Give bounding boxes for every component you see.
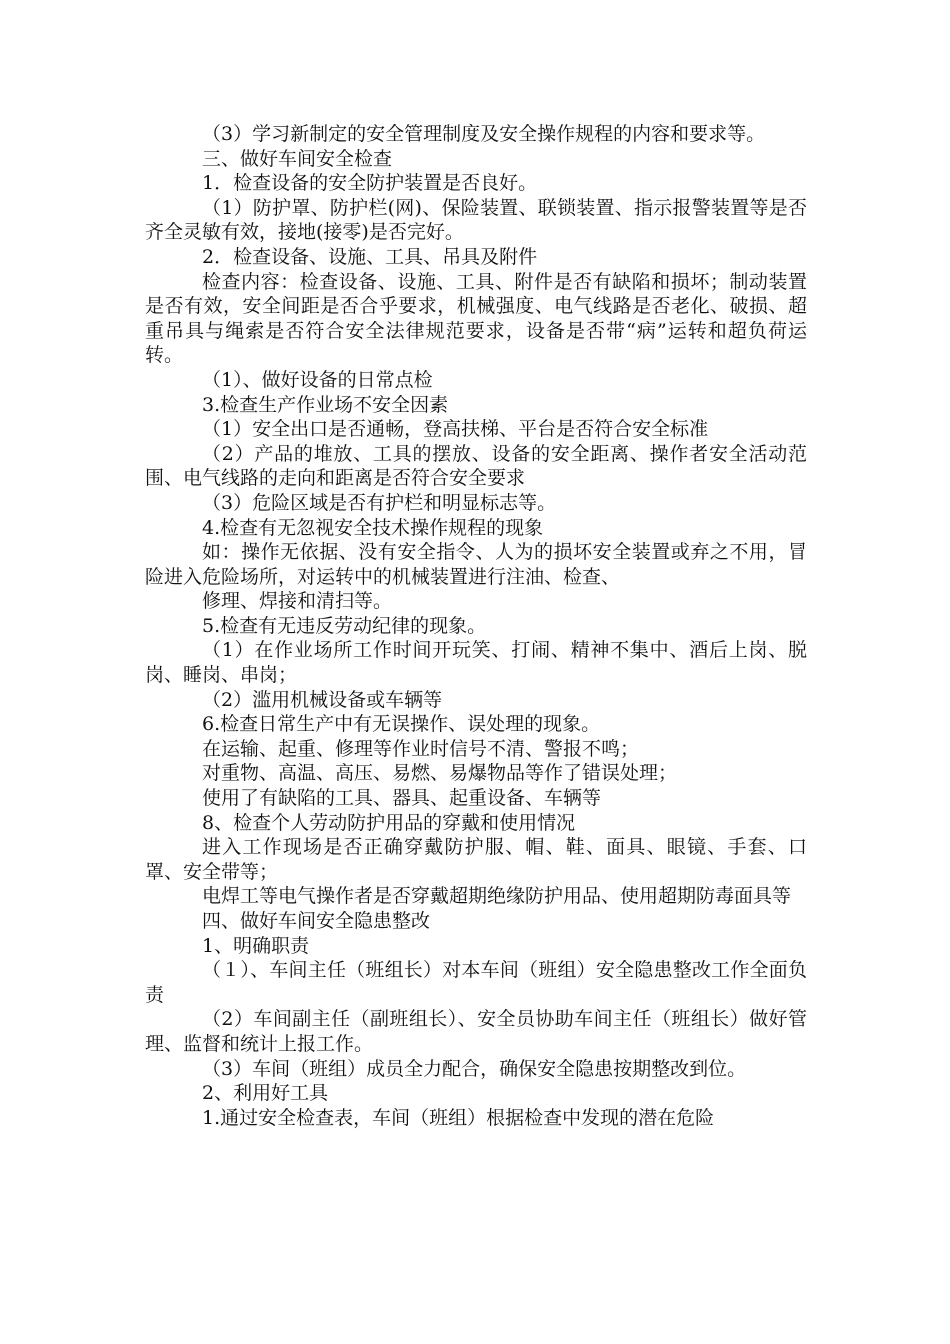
paragraph-protective-devices: （1）防护罩、防护栏(网)、保险装置、联锁装置、指示报警装置等是否齐全灵敏有效，接地(接零)是否完好。 (145, 196, 807, 244)
paragraph-examples: 如：操作无依据、没有安全指令、人为的损坏安全装置或弃之不用，冒险进入危险场所，对运转中的机械装置进行注油、检查、 (145, 541, 807, 588)
paragraph-discipline: （1）在作业场所工作时间开玩笑、打闹、精神不集中、酒后上岗、脱岗、睡岗、串岗； (145, 639, 807, 687)
paragraph-inspection-content: 检查内容：检查设备、设施、工具、附件是否有缺陷和损坏；制动装置是否有效，安全间距是否合乎要求，机械强度、电气线路是否老化、破损、超重吊具与绳索是否符合安全法律规范要求，设备是否带“病”运转和超负荷运转。 (145, 270, 807, 367)
paragraph-exits: （1）安全出口是否通畅，登高扶梯、平台是否符合安全标准 (202, 418, 709, 441)
paragraph-misuse: （2）滥用机械设备或车辆等 (202, 688, 443, 711)
paragraph-ppe: 进入工作现场是否正确穿戴防护服、帽、鞋、面具、眼镜、手套、口罩、安全带等； (145, 836, 807, 883)
sub-heading-tools: 2、利用好工具 (202, 1082, 329, 1105)
paragraph-defective-tools: 使用了有缺陷的工具、器具、起重设备、车辆等 (202, 787, 602, 810)
paragraph-examples-cont: 修理、焊接和清扫等。 (202, 590, 393, 613)
paragraph-1: （3）学习新制定的安全管理制度及安全操作规程的内容和要求等。 (202, 123, 766, 145)
item-heading-3: 3.检查生产作业场不安全因素 (202, 393, 449, 416)
item-heading-5: 5.检查有无违反劳动纪律的现象。 (202, 614, 487, 637)
section-heading-4: 四、做好车间安全隐患整改 (202, 910, 431, 932)
paragraph-stacking: （2）产品的堆放、工具的摆放、设备的安全距离、操作者安全活动范围、电气线路的走向和距离是否符合安全要求 (145, 442, 807, 490)
paragraph-deputy: （2）车间副主任（副班组长）、安全员协助车间主任（班组长）做好管理、监督和统计上报工作。 (145, 1008, 807, 1055)
item-heading-1: 1．检查设备的安全防护装置是否良好。 (202, 172, 538, 195)
paragraph-daily-check: （1）、做好设备的日常点检 (202, 368, 433, 391)
paragraph-signals: 在运输、起重、修理等作业时信号不清、警报不鸣； (202, 737, 640, 760)
paragraph-director: （１）、车间主任（班组长）对本车间（班组）安全隐患整改工作全面负责 (145, 959, 807, 1006)
paragraph-members: （3）车间（班组）成员全力配合，确保安全隐患按期整改到位。 (202, 1057, 747, 1080)
item-heading-6: 6.检查日常生产中有无误操作、误处理的现象。 (202, 713, 601, 736)
paragraph-hazardous-goods: 对重物、高温、高压、易燃、易爆物品等作了错误处理； (202, 762, 678, 785)
paragraph-danger-zone: （3）危险区域是否有护栏和明显标志等。 (202, 491, 557, 514)
paragraph-welders: 电焊工等电气操作者是否穿戴超期绝缘防护用品、使用超期防毒面具等 (202, 885, 792, 908)
item-heading-2: 2．检查设备、设施、工具、吊具及附件 (202, 245, 538, 268)
item-heading-8: 8、检查个人劳动防护用品的穿戴和使用情况 (202, 811, 576, 834)
item-heading-4: 4.检查有无忽视安全技术操作规程的现象 (202, 516, 544, 539)
paragraph-checklist: 1.通过安全检查表，车间（班组）根据检查中发现的潜在危险 (202, 1106, 715, 1129)
section-heading-3: 三、做好车间安全检查 (202, 147, 393, 170)
document-body (145, 122, 807, 1130)
sub-heading-responsibilities: 1、明确职责 (202, 934, 310, 957)
